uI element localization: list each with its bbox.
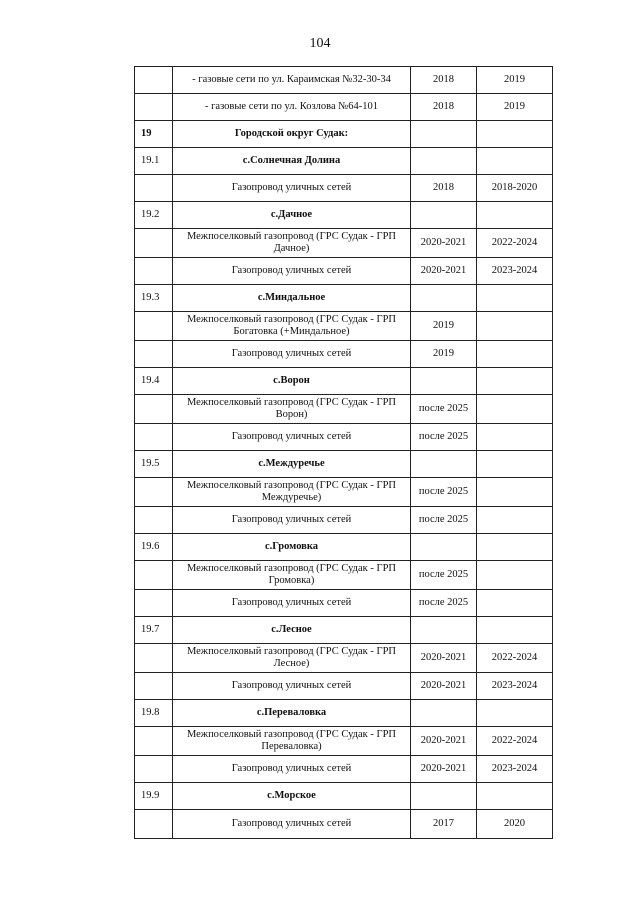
row-number-cell bbox=[135, 395, 173, 424]
start-period-cell: 2020-2021 bbox=[411, 258, 477, 285]
row-number-cell bbox=[135, 341, 173, 368]
start-period-cell: после 2025 bbox=[411, 590, 477, 617]
object-name-cell: Газопровод уличных сетей bbox=[173, 175, 411, 202]
object-name-cell: Газопровод уличных сетей bbox=[173, 673, 411, 700]
end-period-cell bbox=[477, 202, 553, 229]
object-name-cell: Газопровод уличных сетей bbox=[173, 341, 411, 368]
object-name-cell: с.Солнечная Долина bbox=[173, 148, 411, 175]
row-number-cell bbox=[135, 644, 173, 673]
row-number-cell bbox=[135, 810, 173, 839]
end-period-cell bbox=[477, 783, 553, 810]
start-period-cell: 2019 bbox=[411, 312, 477, 341]
row-number-cell bbox=[135, 67, 173, 94]
page-number: 104 bbox=[309, 36, 331, 51]
object-name-cell: Межпоселковый газопровод (ГРС Судак - ГРП Богатовка (+Миндальное) bbox=[173, 312, 411, 341]
row-number-cell: 19.3 bbox=[135, 285, 173, 312]
object-name-cell: Газопровод уличных сетей bbox=[173, 258, 411, 285]
object-name-cell: Газопровод уличных сетей bbox=[173, 507, 411, 534]
section-row bbox=[135, 121, 553, 148]
object-name-cell: Газопровод уличных сетей bbox=[173, 590, 411, 617]
table-row bbox=[135, 94, 553, 121]
row-number-cell bbox=[135, 507, 173, 534]
object-name-cell: с.Громовка bbox=[173, 534, 411, 561]
row-number-cell bbox=[135, 175, 173, 202]
start-period-cell bbox=[411, 148, 477, 175]
row-number-cell: 19.9 bbox=[135, 783, 173, 810]
start-period-cell bbox=[411, 368, 477, 395]
object-name-cell: с.Миндальное bbox=[173, 285, 411, 312]
section-row bbox=[135, 202, 553, 229]
start-period-cell: после 2025 bbox=[411, 478, 477, 507]
table-row bbox=[135, 341, 553, 368]
row-number-cell bbox=[135, 756, 173, 783]
start-period-cell: после 2025 bbox=[411, 561, 477, 590]
table-row bbox=[135, 561, 553, 590]
end-period-cell bbox=[477, 148, 553, 175]
table-row bbox=[135, 810, 553, 839]
end-period-cell bbox=[477, 424, 553, 451]
end-period-cell: 2020 bbox=[477, 810, 553, 839]
object-name-cell: Газопровод уличных сетей bbox=[173, 756, 411, 783]
object-name-cell: Межпоселковый газопровод (ГРС Судак - ГРП Переваловка) bbox=[173, 727, 411, 756]
object-name-cell: Межпоселковый газопровод (ГРС Судак - ГРП Междуречье) bbox=[173, 478, 411, 507]
table-row bbox=[135, 67, 553, 94]
row-number-cell: 19.5 bbox=[135, 451, 173, 478]
row-number-cell: 19.8 bbox=[135, 700, 173, 727]
end-period-cell: 2022-2024 bbox=[477, 229, 553, 258]
object-name-cell: Газопровод уличных сетей bbox=[173, 810, 411, 839]
start-period-cell bbox=[411, 121, 477, 148]
object-name-cell: Межпоселковый газопровод (ГРС Судак - ГРП Лесное) bbox=[173, 644, 411, 673]
start-period-cell: после 2025 bbox=[411, 395, 477, 424]
row-number-cell: 19.2 bbox=[135, 202, 173, 229]
end-period-cell bbox=[477, 285, 553, 312]
row-number-cell bbox=[135, 590, 173, 617]
end-period-cell: 2022-2024 bbox=[477, 727, 553, 756]
start-period-cell: после 2025 bbox=[411, 507, 477, 534]
end-period-cell: 2022-2024 bbox=[477, 644, 553, 673]
object-name-cell: с.Междуречье bbox=[173, 451, 411, 478]
section-row bbox=[135, 783, 553, 810]
table-row bbox=[135, 312, 553, 341]
row-number-cell bbox=[135, 229, 173, 258]
start-period-cell: 2018 bbox=[411, 94, 477, 121]
start-period-cell: 2017 bbox=[411, 810, 477, 839]
table-row bbox=[135, 590, 553, 617]
end-period-cell bbox=[477, 451, 553, 478]
end-period-cell bbox=[477, 341, 553, 368]
start-period-cell: 2020-2021 bbox=[411, 756, 477, 783]
row-number-cell bbox=[135, 94, 173, 121]
start-period-cell bbox=[411, 617, 477, 644]
row-number-cell bbox=[135, 727, 173, 756]
end-period-cell: 2019 bbox=[477, 67, 553, 94]
end-period-cell bbox=[477, 561, 553, 590]
object-name-cell: Межпоселковый газопровод (ГРС Судак - ГРП Ворон) bbox=[173, 395, 411, 424]
section-row bbox=[135, 534, 553, 561]
table-row bbox=[135, 229, 553, 258]
section-row bbox=[135, 700, 553, 727]
end-period-cell bbox=[477, 700, 553, 727]
row-number-cell bbox=[135, 312, 173, 341]
start-period-cell: 2020-2021 bbox=[411, 673, 477, 700]
gas-network-plan-table bbox=[134, 66, 553, 839]
start-period-cell: 2020-2021 bbox=[411, 229, 477, 258]
end-period-cell bbox=[477, 590, 553, 617]
end-period-cell bbox=[477, 368, 553, 395]
end-period-cell: 2023-2024 bbox=[477, 258, 553, 285]
start-period-cell: 2020-2021 bbox=[411, 727, 477, 756]
object-name-cell: - газовые сети по ул. Козлова №64-101 bbox=[173, 94, 411, 121]
object-name-cell: - газовые сети по ул. Караимская №32-30-34 bbox=[173, 67, 411, 94]
start-period-cell bbox=[411, 451, 477, 478]
start-period-cell bbox=[411, 285, 477, 312]
end-period-cell bbox=[477, 534, 553, 561]
start-period-cell: 2018 bbox=[411, 67, 477, 94]
end-period-cell bbox=[477, 478, 553, 507]
row-number-cell bbox=[135, 258, 173, 285]
start-period-cell: 2018 bbox=[411, 175, 477, 202]
start-period-cell: после 2025 bbox=[411, 424, 477, 451]
end-period-cell: 2023-2024 bbox=[477, 673, 553, 700]
table-row bbox=[135, 507, 553, 534]
row-number-cell: 19.7 bbox=[135, 617, 173, 644]
start-period-cell bbox=[411, 534, 477, 561]
plan-table-body bbox=[135, 67, 553, 839]
table-row bbox=[135, 756, 553, 783]
row-number-cell bbox=[135, 561, 173, 590]
section-row bbox=[135, 617, 553, 644]
section-row bbox=[135, 451, 553, 478]
end-period-cell bbox=[477, 121, 553, 148]
start-period-cell: 2020-2021 bbox=[411, 644, 477, 673]
object-name-cell: с.Морское bbox=[173, 783, 411, 810]
start-period-cell: 2019 bbox=[411, 341, 477, 368]
start-period-cell bbox=[411, 783, 477, 810]
table-row bbox=[135, 175, 553, 202]
start-period-cell bbox=[411, 700, 477, 727]
object-name-cell: с.Лесное bbox=[173, 617, 411, 644]
object-name-cell: Межпоселковый газопровод (ГРС Судак - ГРП Дачное) bbox=[173, 229, 411, 258]
end-period-cell: 2023-2024 bbox=[477, 756, 553, 783]
row-number-cell: 19 bbox=[135, 121, 173, 148]
row-number-cell bbox=[135, 673, 173, 700]
table-row bbox=[135, 644, 553, 673]
section-row bbox=[135, 148, 553, 175]
object-name-cell: Городской округ Судак: bbox=[173, 121, 411, 148]
end-period-cell: 2018-2020 bbox=[477, 175, 553, 202]
section-row bbox=[135, 368, 553, 395]
table-row bbox=[135, 673, 553, 700]
table-row bbox=[135, 478, 553, 507]
end-period-cell bbox=[477, 507, 553, 534]
row-number-cell: 19.6 bbox=[135, 534, 173, 561]
end-period-cell bbox=[477, 617, 553, 644]
object-name-cell: Межпоселковый газопровод (ГРС Судак - ГРП Громовка) bbox=[173, 561, 411, 590]
object-name-cell: с.Переваловка bbox=[173, 700, 411, 727]
object-name-cell: Газопровод уличных сетей bbox=[173, 424, 411, 451]
row-number-cell: 19.1 bbox=[135, 148, 173, 175]
row-number-cell: 19.4 bbox=[135, 368, 173, 395]
table-row bbox=[135, 395, 553, 424]
table-row bbox=[135, 258, 553, 285]
end-period-cell: 2019 bbox=[477, 94, 553, 121]
table-row bbox=[135, 424, 553, 451]
row-number-cell bbox=[135, 424, 173, 451]
end-period-cell bbox=[477, 312, 553, 341]
table-row bbox=[135, 727, 553, 756]
object-name-cell: с.Дачное bbox=[173, 202, 411, 229]
row-number-cell bbox=[135, 478, 173, 507]
section-row bbox=[135, 285, 553, 312]
object-name-cell: с.Ворон bbox=[173, 368, 411, 395]
start-period-cell bbox=[411, 202, 477, 229]
end-period-cell bbox=[477, 395, 553, 424]
